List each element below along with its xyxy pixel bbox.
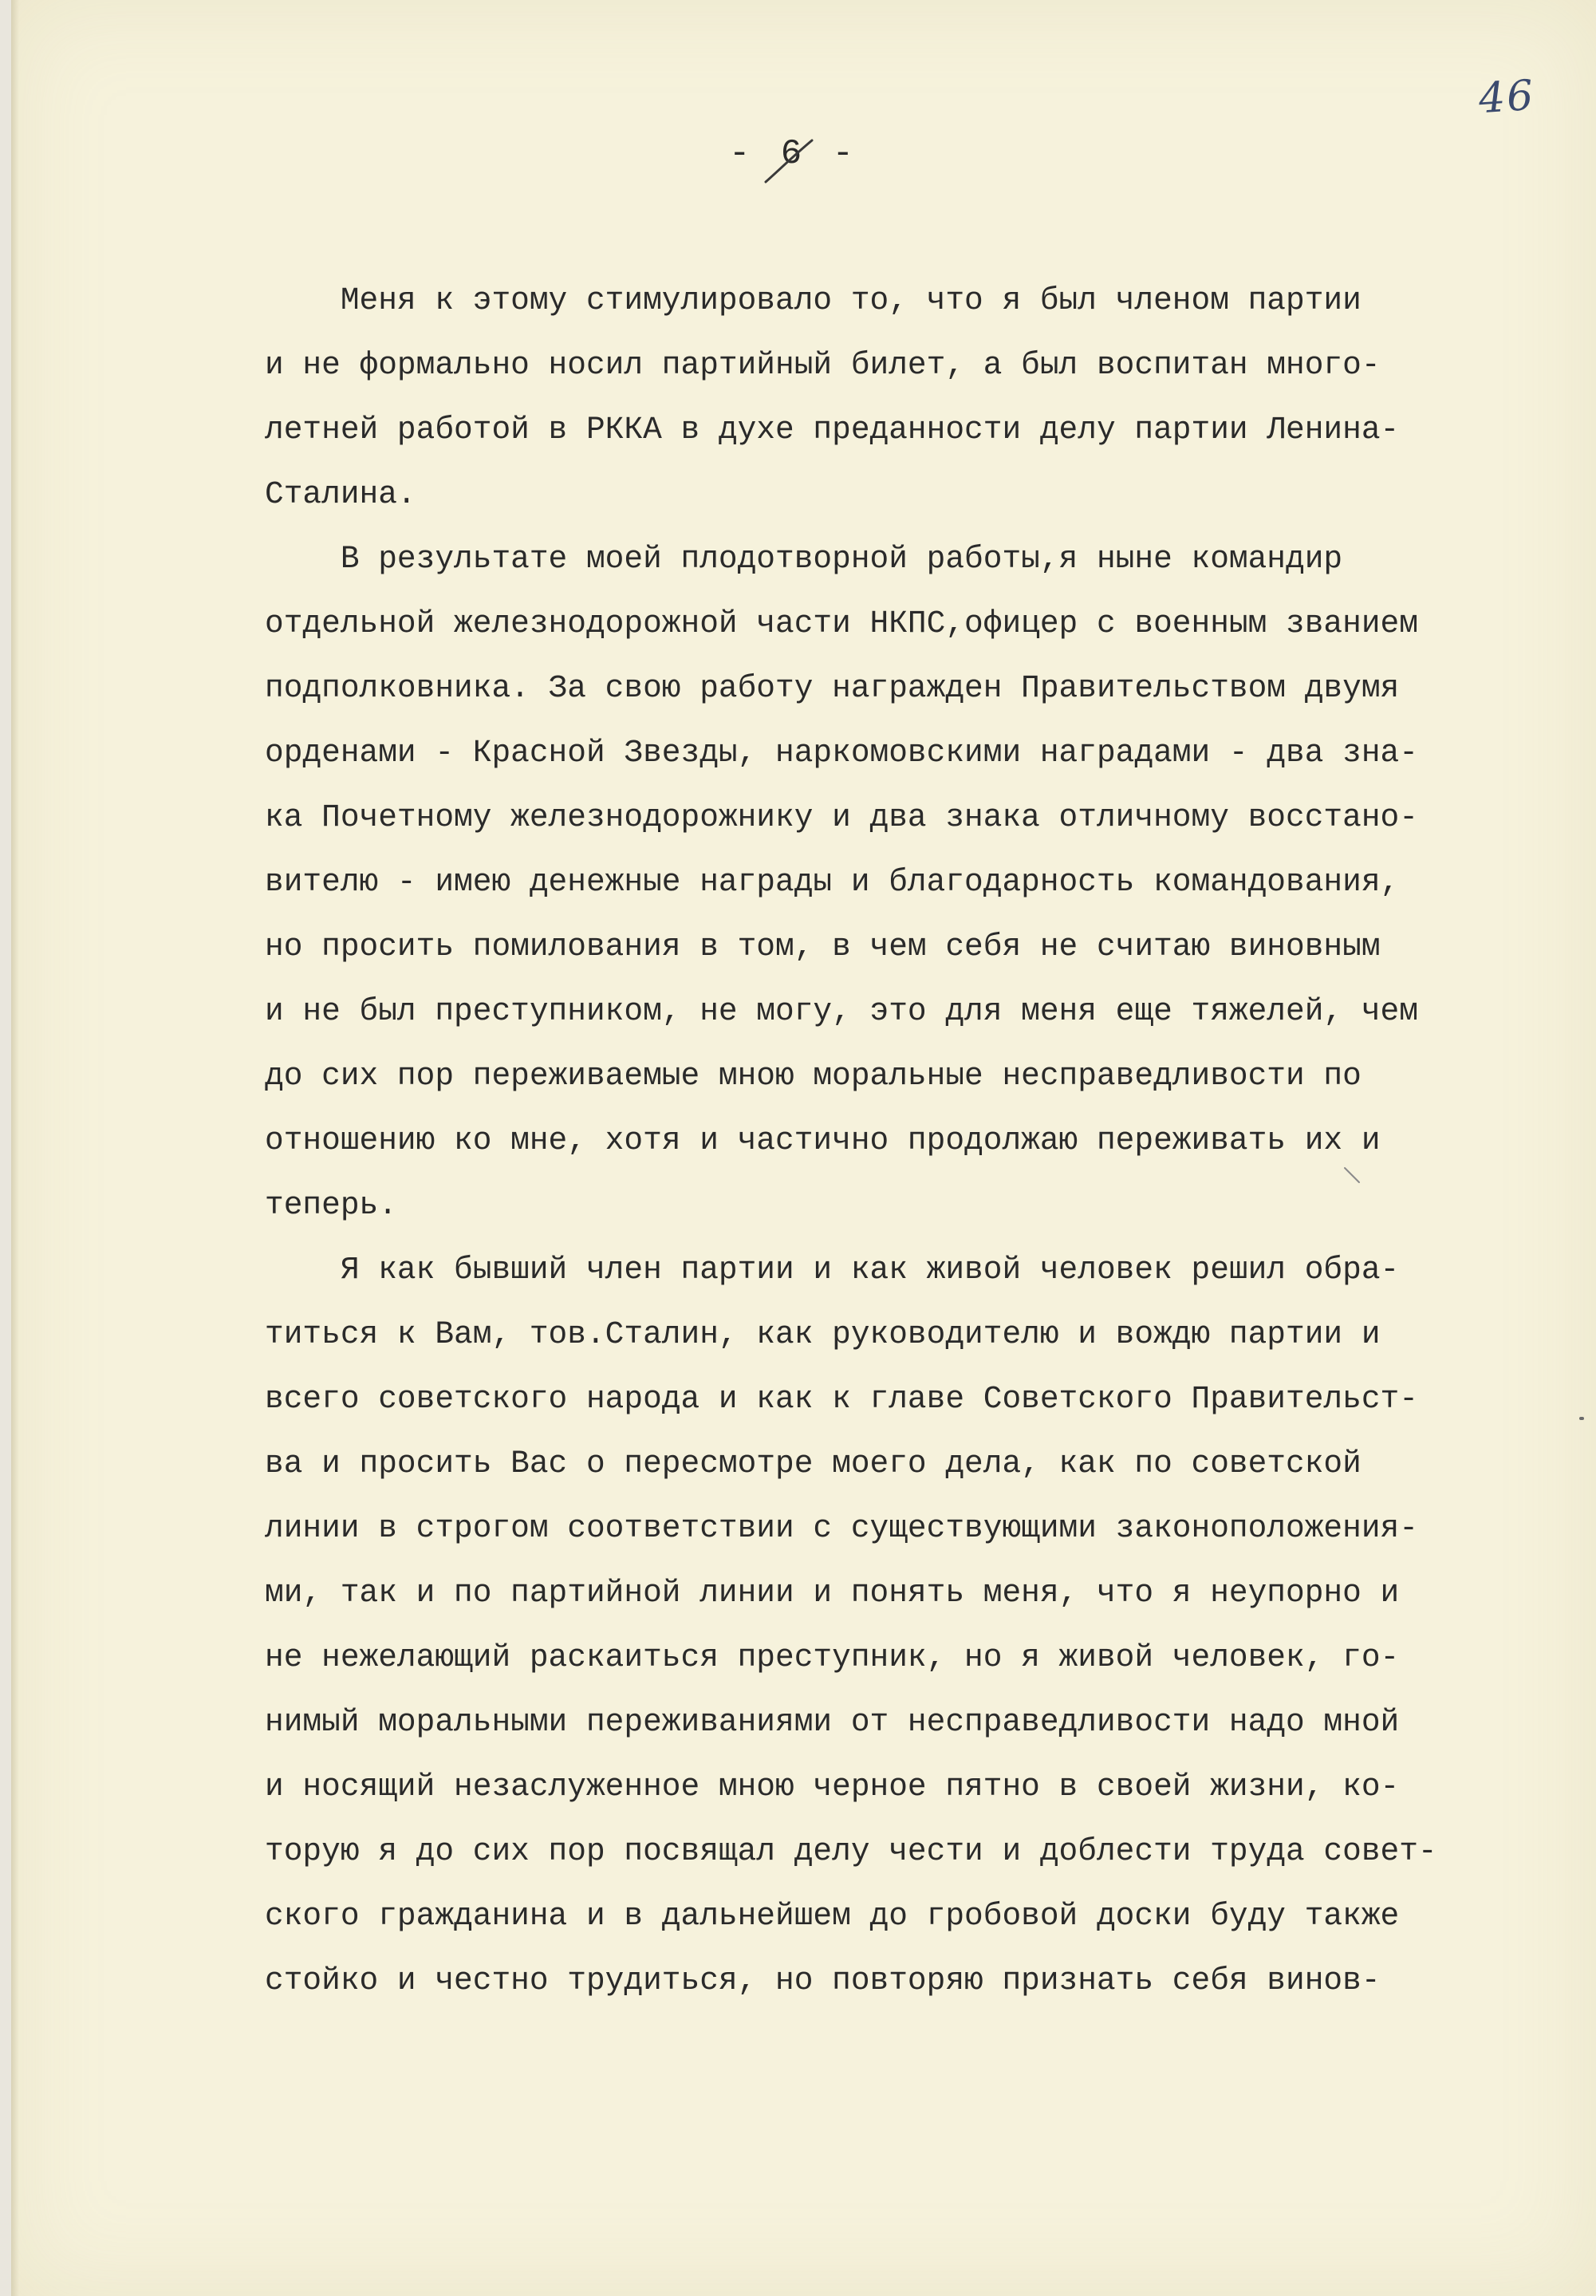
margin-mark: [1579, 1417, 1584, 1420]
text-line: В результате моей плодотворной работы,я ныне командир: [265, 541, 1343, 577]
text-line: но просить помилования в том, в чем себя не считаю виновным: [265, 929, 1381, 965]
text-line: отношению ко мне, хотя и частично продолжаю переживать их и: [265, 1122, 1381, 1158]
text-line: и не формально носил партийный билет, а был воспитан много-: [265, 347, 1381, 383]
text-line: вителю - имею денежные награды и благодарность командования,: [265, 864, 1400, 900]
text-line: торую я до сих пор посвящал делу чести и доблести труда совет-: [265, 1833, 1437, 1869]
text-line: летней работой в РККА в духе преданности делу партии Ленина-: [265, 412, 1400, 448]
text-line: до сих пор переживаемые мною моральные несправедливости по: [265, 1058, 1362, 1094]
text-line: всего советского народа и как к главе Советского Правительст-: [265, 1381, 1418, 1417]
text-line: ского гражданина и в дальнейшем до гробовой доски буду также: [265, 1898, 1400, 1934]
text-line: линии в строгом соответствии с существующими законоположения-: [265, 1510, 1418, 1546]
text-line: отдельной железнодорожной части НКПС,офицер с военным званием: [265, 606, 1418, 641]
text-line: и носящий незаслуженное мною черное пятно в своей жизни, ко-: [265, 1769, 1400, 1805]
letter-body: [265, 268, 1573, 2013]
text-line: Сталина.: [265, 476, 416, 512]
archive-sheet-number: 46: [1476, 71, 1537, 124]
document-page: [11, 0, 1596, 2296]
text-line: и не был преступником, не могу, это для меня еще тяжелей, чем: [265, 993, 1418, 1029]
text-line: Я как бывший член партии и как живой человек решил обра-: [265, 1252, 1400, 1288]
text-line: подполковника. За свою работу награжден Правительством двумя: [265, 670, 1400, 706]
text-line: ми, так и по партийной линии и понять меня, что я неупорно и: [265, 1575, 1400, 1611]
text-line: Меня к этому стимулировало то, что я был членом партии: [265, 282, 1362, 318]
text-line: орденами - Красной Звезды, наркомовскими наградами - два зна-: [265, 735, 1418, 771]
text-line: не нежелающий раскаиться преступник, но я живой человек, го-: [265, 1639, 1400, 1675]
text-line: ка Почетному железнодорожнику и два знака отличному восстано-: [265, 799, 1418, 835]
page-number: - 6 -: [729, 134, 859, 174]
text-line: нимый моральными переживаниями от несправедливости надо мной: [265, 1704, 1400, 1740]
text-line: титься к Вам, тов.Сталин, как руководителю и вождю партии и: [265, 1316, 1381, 1352]
text-line: стойко и честно трудиться, но повторяю признать себя винов-: [265, 1963, 1381, 1998]
text-line: теперь.: [265, 1187, 397, 1223]
text-line: ва и просить Вас о пересмотре моего дела, как по советской: [265, 1446, 1362, 1481]
